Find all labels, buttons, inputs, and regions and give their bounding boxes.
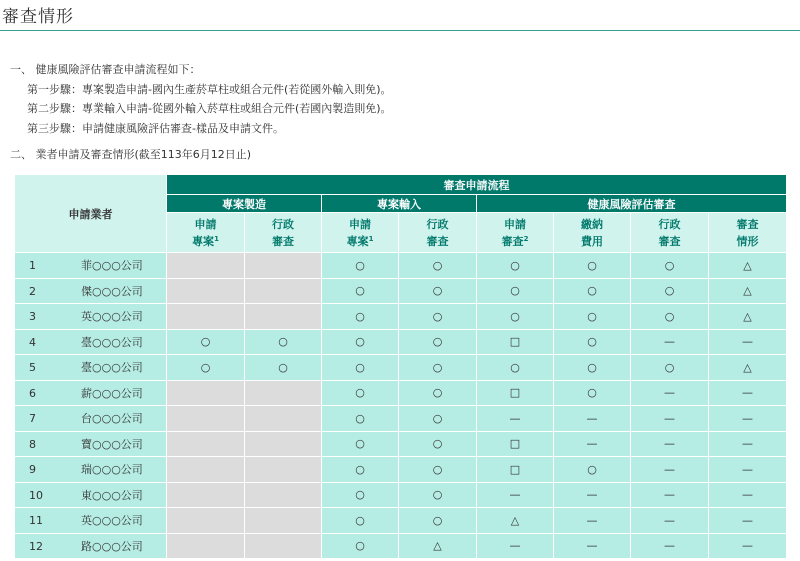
row-number bbox=[15, 457, 167, 483]
empty-cell bbox=[167, 304, 245, 330]
sub-header-line1: 申請 bbox=[504, 217, 526, 231]
company-name: 英○○○公司 bbox=[81, 310, 143, 324]
sub-header-6 bbox=[631, 213, 709, 253]
status-cell: △ bbox=[709, 253, 787, 279]
intro-step-1: 第一步驟：專案製造申請-國內生產菸草柱或組合元件(若從國外輸入則免)。 bbox=[27, 82, 392, 96]
empty-cell bbox=[245, 380, 322, 406]
status-cell: — bbox=[554, 533, 631, 559]
row-number-text: 4 bbox=[29, 335, 36, 349]
sub-header-line2: 審查 bbox=[658, 234, 681, 248]
row-number bbox=[15, 304, 167, 330]
status-cell: △ bbox=[709, 355, 787, 381]
status-cell: ○ bbox=[631, 355, 709, 381]
company-name: 寶○○○公司 bbox=[81, 437, 143, 451]
status-cell: ○ bbox=[554, 253, 631, 279]
status-cell: ○ bbox=[554, 304, 631, 330]
row-number-text: 1 bbox=[29, 259, 36, 273]
status-cell: — bbox=[554, 508, 631, 534]
status-cell: — bbox=[631, 533, 709, 559]
page-title: 審查情形 bbox=[2, 7, 74, 27]
sub-header-line1: 申請 bbox=[349, 217, 371, 231]
status-cell: ○ bbox=[399, 457, 477, 483]
sub-header-4 bbox=[477, 213, 554, 253]
sub-header-line2: 審查 bbox=[272, 234, 294, 248]
empty-cell bbox=[245, 278, 322, 304]
table-row bbox=[15, 457, 787, 483]
status-cell: ○ bbox=[399, 508, 477, 534]
row-number-text: 2 bbox=[29, 284, 36, 298]
status-cell: ○ bbox=[399, 380, 477, 406]
table-row bbox=[15, 278, 787, 304]
sub-header-line1: 行政 bbox=[426, 217, 449, 231]
row-number-text: 3 bbox=[29, 310, 36, 324]
status-cell: □ bbox=[477, 457, 554, 483]
status-cell: △ bbox=[477, 508, 554, 534]
process-header: 審查申請流程 bbox=[167, 175, 787, 195]
status-cell: — bbox=[477, 482, 554, 508]
company-name: 薪○○○公司 bbox=[81, 386, 143, 400]
status-cell: — bbox=[631, 508, 709, 534]
sub-header-3 bbox=[399, 213, 477, 253]
row-number bbox=[15, 482, 167, 508]
table-row bbox=[15, 508, 787, 534]
status-cell: — bbox=[631, 406, 709, 432]
row-number bbox=[15, 380, 167, 406]
status-cell: ○ bbox=[399, 431, 477, 457]
row-number-text: 8 bbox=[29, 437, 36, 451]
table-row bbox=[15, 304, 787, 330]
status-cell: ○ bbox=[554, 380, 631, 406]
status-cell: — bbox=[709, 380, 787, 406]
empty-cell bbox=[167, 431, 245, 457]
group-header-import: 專案輸入 bbox=[322, 195, 477, 213]
row-number bbox=[15, 329, 167, 355]
status-cell: ○ bbox=[399, 304, 477, 330]
table-row bbox=[15, 431, 787, 457]
section-2-heading: 二、 業者申請及審查情形(截至113年6月12日止) bbox=[10, 148, 252, 161]
table-row bbox=[15, 329, 787, 355]
row-number-text: 11 bbox=[29, 514, 43, 528]
footnote-marker: 1 bbox=[368, 234, 374, 243]
table-row bbox=[15, 380, 787, 406]
status-cell: — bbox=[554, 431, 631, 457]
empty-cell bbox=[167, 482, 245, 508]
row-number bbox=[15, 355, 167, 381]
intro-step-3: 第三步驟：申請健康風險評估審查-樣品及申請文件。 bbox=[27, 121, 284, 135]
status-cell: ○ bbox=[399, 253, 477, 279]
table-row bbox=[15, 253, 787, 279]
status-cell: — bbox=[709, 482, 787, 508]
empty-cell bbox=[245, 431, 322, 457]
status-cell: — bbox=[477, 406, 554, 432]
status-cell: ○ bbox=[399, 355, 477, 381]
row-number bbox=[15, 508, 167, 534]
status-cell: ○ bbox=[554, 457, 631, 483]
sub-header-line1: 行政 bbox=[658, 217, 681, 231]
sub-header-line2: 情形 bbox=[736, 234, 759, 248]
sub-header-line1: 審查 bbox=[736, 217, 759, 231]
empty-cell bbox=[245, 253, 322, 279]
intro-step-2: 第二步驟：專業輸入申請-從國外輸入菸草柱或組合元件(若國內製造則免)。 bbox=[27, 102, 392, 115]
status-cell: ○ bbox=[399, 406, 477, 432]
status-cell: — bbox=[631, 431, 709, 457]
status-cell: — bbox=[709, 457, 787, 483]
row-number-text: 9 bbox=[29, 463, 36, 477]
company-name: 台○○○公司 bbox=[81, 412, 143, 426]
row-number bbox=[15, 406, 167, 432]
review-status-table bbox=[14, 174, 787, 559]
row-number-text: 6 bbox=[29, 386, 36, 400]
empty-cell bbox=[167, 508, 245, 534]
status-cell: — bbox=[631, 457, 709, 483]
status-cell: — bbox=[709, 431, 787, 457]
sub-header-line1: 行政 bbox=[272, 217, 294, 231]
row-number bbox=[15, 278, 167, 304]
empty-cell bbox=[167, 278, 245, 304]
company-name: 菲○○○公司 bbox=[81, 259, 143, 273]
sub-header-line2: 費用 bbox=[581, 234, 603, 248]
row-number-text: 12 bbox=[29, 539, 43, 553]
status-cell: ○ bbox=[322, 533, 399, 559]
empty-cell bbox=[167, 406, 245, 432]
group-header-health-risk: 健康風險評估審查 bbox=[477, 195, 787, 213]
sub-header-line2: 專案 bbox=[192, 234, 215, 248]
empty-cell bbox=[245, 533, 322, 559]
row-number bbox=[15, 431, 167, 457]
status-cell: ○ bbox=[631, 304, 709, 330]
sub-header-line2: 專案 bbox=[346, 234, 369, 248]
status-cell: ○ bbox=[322, 406, 399, 432]
row-number-text: 5 bbox=[29, 361, 36, 375]
status-cell: — bbox=[631, 380, 709, 406]
company-name: 傑○○○公司 bbox=[81, 284, 143, 298]
status-cell: ○ bbox=[399, 482, 477, 508]
table-row bbox=[15, 406, 787, 432]
status-cell: — bbox=[709, 508, 787, 534]
status-cell: △ bbox=[709, 304, 787, 330]
empty-cell bbox=[167, 380, 245, 406]
sub-header-line2: 審查 bbox=[501, 234, 524, 248]
sub-header-1 bbox=[245, 213, 322, 253]
status-cell: ○ bbox=[477, 355, 554, 381]
status-cell: ○ bbox=[554, 355, 631, 381]
row-number-text: 7 bbox=[29, 412, 36, 426]
company-name: 瑞○○○公司 bbox=[81, 463, 143, 477]
status-cell: ○ bbox=[322, 253, 399, 279]
status-cell: — bbox=[554, 482, 631, 508]
status-cell: ○ bbox=[322, 508, 399, 534]
status-cell: □ bbox=[477, 431, 554, 457]
status-cell: ○ bbox=[322, 329, 399, 355]
status-cell: ○ bbox=[322, 304, 399, 330]
group-header-manufacture: 專案製造 bbox=[167, 195, 322, 213]
status-cell: □ bbox=[477, 380, 554, 406]
status-cell: ○ bbox=[322, 457, 399, 483]
status-cell: ○ bbox=[322, 380, 399, 406]
status-cell: ○ bbox=[477, 304, 554, 330]
applicant-column-header: 申請業者 bbox=[15, 175, 167, 253]
company-name: 路○○○公司 bbox=[81, 539, 143, 553]
status-cell: ○ bbox=[245, 329, 322, 355]
table-row bbox=[15, 482, 787, 508]
empty-cell bbox=[167, 253, 245, 279]
footnote-marker: 1 bbox=[214, 234, 219, 243]
title-divider bbox=[0, 30, 800, 31]
status-cell: — bbox=[709, 406, 787, 432]
sub-header-line1: 申請 bbox=[194, 217, 217, 231]
status-cell: ○ bbox=[322, 482, 399, 508]
table-row bbox=[15, 533, 787, 559]
status-cell: ○ bbox=[631, 278, 709, 304]
sub-header-line1: 繳納 bbox=[581, 217, 603, 231]
table-row bbox=[15, 355, 787, 381]
company-name: 臺○○○公司 bbox=[81, 361, 143, 375]
row-number-text: 10 bbox=[29, 488, 43, 502]
status-cell: △ bbox=[709, 278, 787, 304]
status-cell: — bbox=[709, 533, 787, 559]
status-cell: ○ bbox=[399, 278, 477, 304]
status-cell: ○ bbox=[477, 253, 554, 279]
status-cell: ○ bbox=[245, 355, 322, 381]
status-cell: — bbox=[477, 533, 554, 559]
empty-cell bbox=[245, 457, 322, 483]
intro-heading: 一、 健康風險評估審查申請流程如下： bbox=[10, 63, 201, 76]
empty-cell bbox=[167, 457, 245, 483]
status-cell: — bbox=[631, 329, 709, 355]
status-cell: ○ bbox=[322, 278, 399, 304]
status-cell: ○ bbox=[322, 355, 399, 381]
status-cell: — bbox=[554, 406, 631, 432]
company-name: 英○○○公司 bbox=[81, 514, 143, 528]
status-cell: ○ bbox=[322, 431, 399, 457]
status-cell: ○ bbox=[399, 329, 477, 355]
status-cell: ○ bbox=[554, 278, 631, 304]
status-cell: ○ bbox=[167, 329, 245, 355]
sub-header-7 bbox=[709, 213, 787, 253]
company-name: 臺○○○公司 bbox=[81, 335, 143, 349]
sub-header-line2: 審查 bbox=[426, 234, 449, 248]
row-number bbox=[15, 253, 167, 279]
status-cell: ○ bbox=[631, 253, 709, 279]
sub-header-5 bbox=[554, 213, 631, 253]
sub-header-0 bbox=[167, 213, 245, 253]
footnote-marker: 2 bbox=[523, 234, 529, 243]
company-name: 東○○○公司 bbox=[81, 488, 143, 502]
empty-cell bbox=[167, 533, 245, 559]
status-cell: ○ bbox=[554, 329, 631, 355]
application-process-intro bbox=[10, 60, 392, 138]
empty-cell bbox=[245, 304, 322, 330]
sub-header-2 bbox=[322, 213, 399, 253]
status-cell: — bbox=[631, 482, 709, 508]
empty-cell bbox=[245, 406, 322, 432]
status-cell: ○ bbox=[167, 355, 245, 381]
status-cell: ○ bbox=[477, 278, 554, 304]
empty-cell bbox=[245, 508, 322, 534]
status-cell: — bbox=[709, 329, 787, 355]
status-cell: □ bbox=[477, 329, 554, 355]
empty-cell bbox=[245, 482, 322, 508]
row-number bbox=[15, 533, 167, 559]
status-cell: △ bbox=[399, 533, 477, 559]
